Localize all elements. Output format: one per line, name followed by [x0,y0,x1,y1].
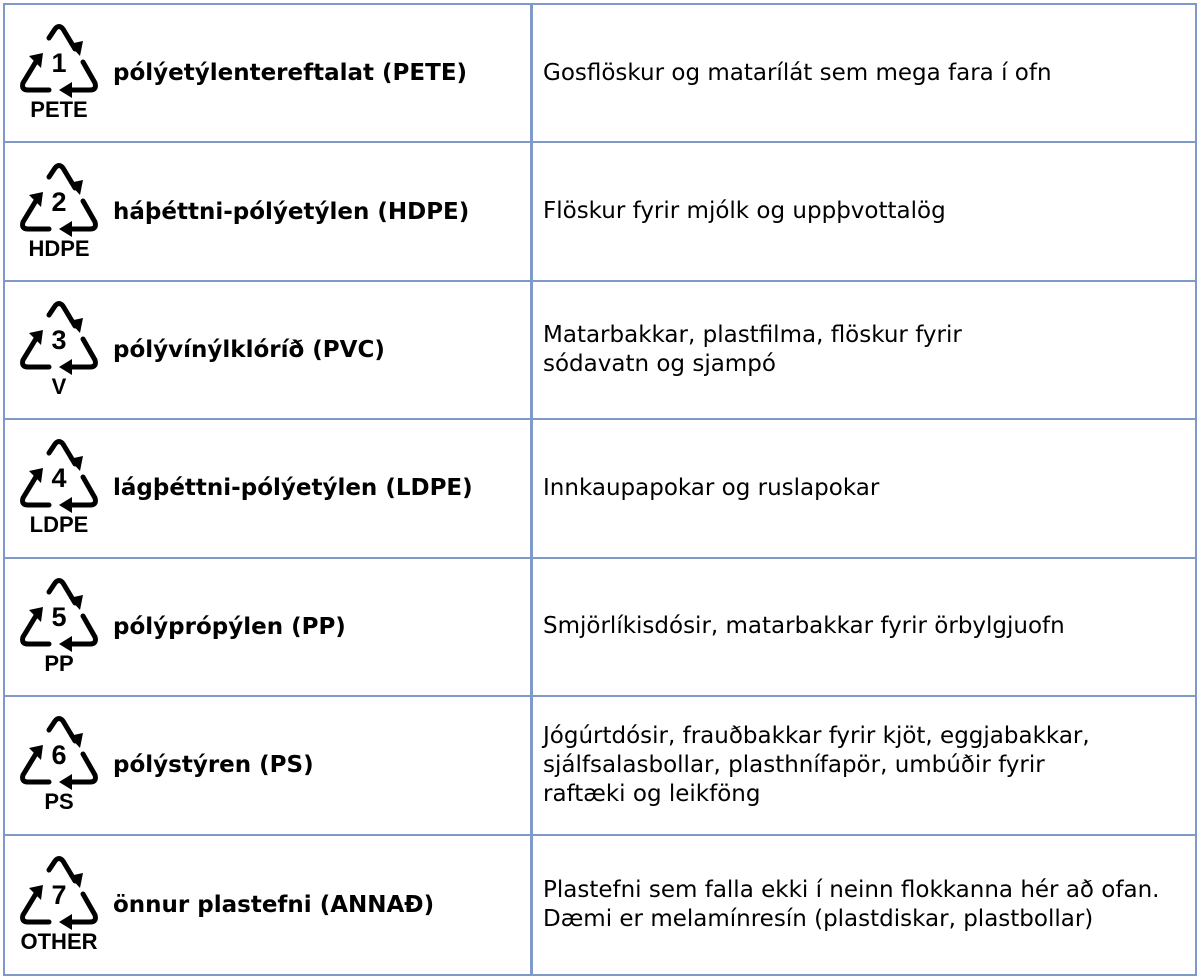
plastic-uses [543,559,1183,695]
plastic-uses [543,836,1183,974]
resin-code-block [11,282,107,418]
resin-code-abbr: LDPE [29,512,89,538]
plastic-type-cell [5,420,533,558]
uses-line: Innkaupapokar og ruslapokar [543,474,880,501]
resin-code-block [11,420,107,556]
plastic-uses-cell [533,143,1195,281]
uses-line: sjálfsalasbollar, plasthnífapör, umbúðir fyrir [543,751,1045,778]
resin-code-symbol [19,24,99,98]
resin-code-abbr: V [51,374,67,400]
plastic-uses [543,5,1183,141]
plastic-uses [543,697,1183,833]
plastic-uses [543,143,1183,279]
resin-code-block [11,697,107,833]
uses-line: raftæki og leikföng [543,780,761,807]
resin-code-symbol [19,578,99,652]
uses-line: Flöskur fyrir mjólk og uppþvottalög [543,198,946,225]
plastic-name: pólýprópýlen (PP) [113,613,346,640]
resin-code-number: 1 [51,48,67,79]
plastic-uses-cell [533,5,1195,143]
resin-code-symbol [19,439,99,513]
plastic-uses-cell [533,282,1195,420]
plastics-table [3,3,1197,976]
plastic-name: lágþéttni-pólýetýlen (LDPE) [113,475,473,502]
resin-code-block [11,5,107,141]
resin-code-abbr: PETE [30,97,88,123]
plastic-name: önnur plastefni (ANNAÐ) [113,891,435,918]
plastic-uses [543,420,1183,556]
plastic-uses-cell [533,559,1195,697]
uses-line: Gosflöskur og matarílát sem mega fara í ofn [543,59,1052,86]
plastic-uses-cell [533,697,1195,835]
resin-code-abbr: PP [44,650,74,676]
resin-code-abbr: OTHER [20,928,98,954]
uses-line: Plastefni sem falla ekki í neinn flokkanna hér að ofan. [543,876,1160,903]
plastic-name: pólýstýren (PS) [113,752,314,779]
resin-code-block [11,143,107,279]
uses-line: Matarbakkar, plastfilma, flöskur fyrir [543,322,962,349]
resin-code-block [11,836,107,974]
uses-line: Smjörlíkisdósir, matarbakkar fyrir örbylgjuofn [543,613,1065,640]
uses-line: sódavatn og sjampó [543,351,776,378]
resin-code-abbr: HDPE [28,235,90,261]
resin-code-number: 2 [51,186,67,217]
plastic-type-cell [5,282,533,420]
plastic-uses-cell [533,836,1195,974]
resin-code-symbol [19,856,99,930]
plastic-name: pólýetýlentereftalat (PETE) [113,60,468,87]
resin-code-number: 5 [51,601,67,632]
uses-line: Dæmi er melamínresín (plastdiskar, plastbollar) [543,905,1094,932]
plastic-type-cell [5,559,533,697]
plastic-name: pólývínýlklóríð (PVC) [113,337,385,364]
resin-code-symbol [19,163,99,237]
plastic-type-cell [5,697,533,835]
plastic-type-cell [5,836,533,974]
plastic-uses [543,282,1183,418]
resin-code-abbr: PS [44,789,74,815]
plastic-uses-cell [533,420,1195,558]
resin-code-number: 7 [51,879,67,910]
resin-code-symbol [19,301,99,375]
resin-code-number: 4 [51,463,67,494]
plastic-type-cell [5,143,533,281]
resin-code-number: 6 [51,740,67,771]
plastic-type-cell [5,5,533,143]
resin-code-block [11,559,107,695]
resin-code-number: 3 [51,325,67,356]
resin-code-symbol [19,716,99,790]
uses-line: Jógúrtdósir, frauðbakkar fyrir kjöt, eggjabakkar, [543,722,1090,749]
plastic-name: háþéttni-pólýetýlen (HDPE) [113,198,470,225]
